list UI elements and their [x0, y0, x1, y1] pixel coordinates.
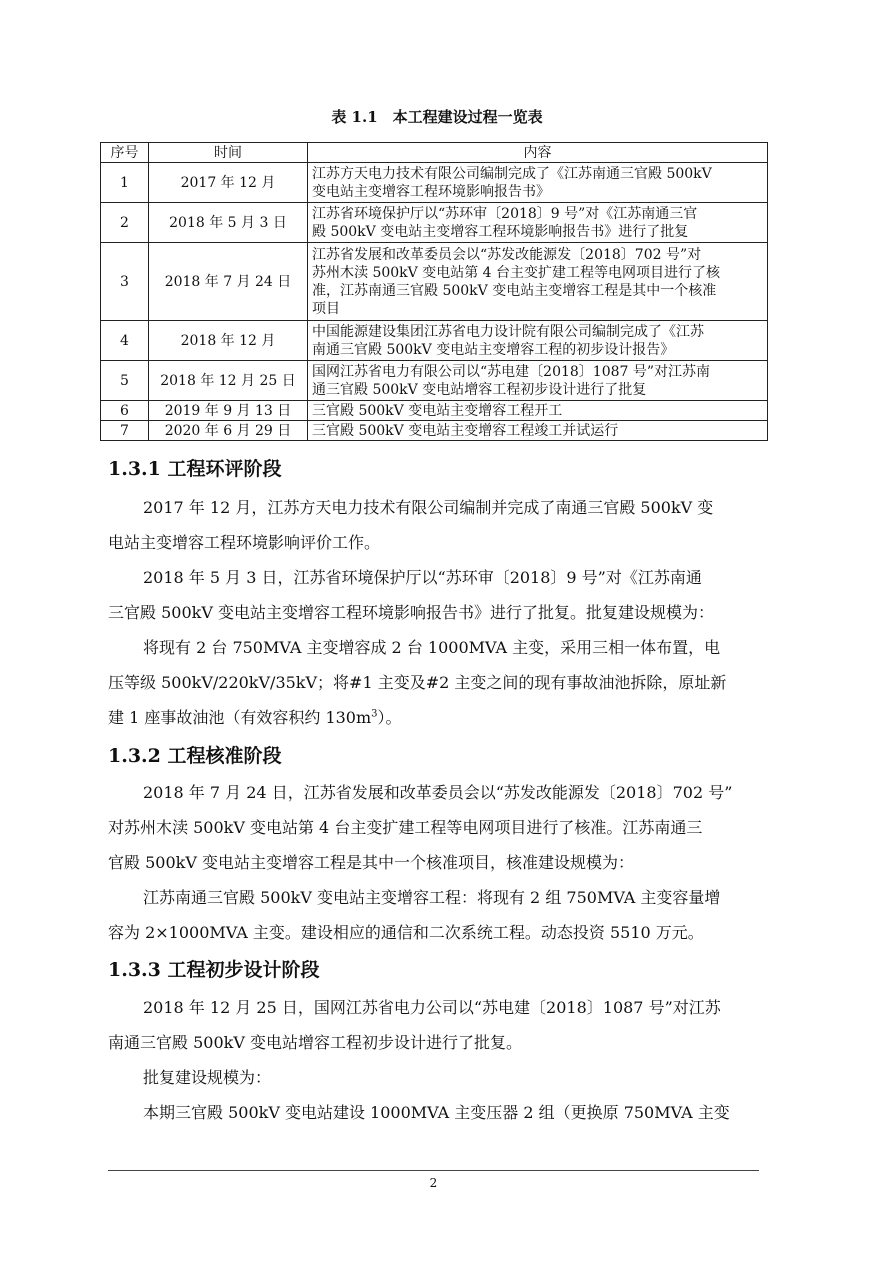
- row-no: 5: [101, 361, 149, 401]
- content-line: 江苏省环境保护厅以“苏环审〔2018〕9 号”对《江苏南通三官: [312, 205, 698, 222]
- row-content: [308, 243, 768, 321]
- page-number: 2: [429, 1176, 438, 1190]
- table-row: [101, 163, 768, 203]
- content-line: 通三官殿 500kV 变电站增容工程初步设计进行了批复: [312, 381, 647, 398]
- content-line: 江苏省发展和改革委员会以“苏发改能源发〔2018〕702 号”对: [312, 246, 702, 263]
- paragraph-line: 2018 年 5 月 3 日，江苏省环境保护厅以“苏环审〔2018〕9 号”对《江苏南通: [143, 568, 702, 587]
- paragraph-line: 官殿 500kV 变电站主变增容工程是其中一个核准项目，核准建设规模为：: [108, 853, 634, 872]
- row-no: 6: [101, 401, 149, 421]
- row-content: [308, 361, 768, 401]
- content-line: 江苏方天电力技术有限公司编制完成了《江苏南通三官殿 500kV: [312, 165, 712, 182]
- row-no: 3: [101, 243, 149, 321]
- row-content: [308, 421, 768, 441]
- paragraph-line: 压等级 500kV/220kV/35kV；将#1 主变及#2 主变之间的现有事故油池拆除，原址新: [108, 673, 727, 692]
- table-row: [101, 421, 768, 441]
- row-content: [308, 163, 768, 203]
- content-line: 殿 500kV 变电站主变增容工程环境影响报告书》进行了批复: [312, 223, 689, 240]
- content-line: 三官殿 500kV 变电站主变增容工程竣工并试运行: [312, 422, 619, 439]
- footer-rule: [108, 1170, 759, 1171]
- paragraph-line: 本期三官殿 500kV 变电站建设 1000MVA 主变压器 2 组（更换原 750MVA 主变: [143, 1103, 730, 1122]
- content-line: 国网江苏省电力有限公司以“苏电建〔2018〕1087 号”对江苏南: [312, 363, 711, 380]
- table-row: [101, 401, 768, 421]
- paragraph-line: 2018 年 7 月 24 日，江苏省发展和改革委员会以“苏发改能源发〔2018〕702 号”: [143, 783, 733, 802]
- row-no: 1: [101, 163, 149, 203]
- table-row: [101, 243, 768, 321]
- row-time: 2019 年 9 月 13 日: [149, 401, 308, 421]
- paragraph-line: 电站主变增容工程环境影响评价工作。: [108, 533, 381, 552]
- row-no: 4: [101, 321, 149, 361]
- table-row: [101, 361, 768, 401]
- header-no: 序号: [101, 143, 149, 163]
- row-content: [308, 203, 768, 243]
- section-heading-1-3-2: 1.3.2 工程核准阶段: [108, 745, 282, 767]
- header-content: 内容: [308, 143, 768, 163]
- superscript: 3: [371, 708, 378, 720]
- paragraph-line: 南通三官殿 500kV 变电站增容工程初步设计进行了批复。: [108, 1033, 522, 1052]
- paragraph-line: 容为 2×1000MVA 主变。建设相应的通信和二次系统工程。动态投资 5510 万元。: [108, 923, 704, 942]
- paragraph-line: 2018 年 12 月 25 日，国网江苏省电力公司以“苏电建〔2018〕1087 号”对江苏: [143, 998, 721, 1017]
- paragraph-line: [108, 707, 402, 729]
- content-line: 南通三官殿 500kV 变电站主变增容工程的初步设计报告》: [312, 341, 675, 358]
- paragraph-line: 三官殿 500kV 变电站主变增容工程环境影响报告书》进行了批复。批复建设规模为：: [108, 603, 714, 622]
- row-time: 2018 年 5 月 3 日: [149, 203, 308, 243]
- row-time: 2018 年 12 月: [149, 321, 308, 361]
- row-no: 7: [101, 421, 149, 441]
- content-line: 变电站主变增容工程环境影响报告书》: [312, 183, 550, 200]
- text-run: ）。: [377, 708, 402, 727]
- content-line: 准，江苏南通三官殿 500kV 变电站主变增容工程是其中一个核准: [312, 282, 717, 299]
- header-time: 时间: [149, 143, 308, 163]
- table-caption: 表 1.1 本工程建设过程一览表: [331, 108, 543, 126]
- row-time: 2020 年 6 月 29 日: [149, 421, 308, 441]
- paragraph-line: 对苏州木渎 500kV 变电站第 4 台主变扩建工程等电网项目进行了核准。江苏南通三: [108, 818, 703, 837]
- row-content: [308, 401, 768, 421]
- paragraph-line: 2017 年 12 月，江苏方天电力技术有限公司编制并完成了南通三官殿 500kV 变: [143, 498, 714, 517]
- paragraph-line: 江苏南通三官殿 500kV 变电站主变增容工程：将现有 2 组 750MVA 主变容量增: [143, 888, 721, 907]
- table-header-row: [101, 143, 768, 163]
- row-time: 2017 年 12 月: [149, 163, 308, 203]
- content-line: 三官殿 500kV 变电站主变增容工程开工: [312, 402, 563, 419]
- paragraph-line: 将现有 2 台 750MVA 主变增容成 2 台 1000MVA 主变，采用三相一体布置，电: [143, 638, 721, 657]
- table-row: [101, 321, 768, 361]
- row-content: [308, 321, 768, 361]
- content-line: 苏州木渎 500kV 变电站第 4 台主变扩建工程等电网项目进行了核: [312, 264, 721, 281]
- content-line: 中国能源建设集团江苏省电力设计院有限公司编制完成了《江苏: [312, 323, 704, 340]
- text-run: 建 1 座事故油池（有效容积约 130m: [108, 708, 372, 727]
- section-heading-1-3-1: 1.3.1 工程环评阶段: [108, 458, 282, 480]
- row-no: 2: [101, 203, 149, 243]
- content-line: 项目: [312, 300, 340, 317]
- paragraph-line: 批复建设规模为：: [143, 1068, 272, 1087]
- row-time: 2018 年 7 月 24 日: [149, 243, 308, 321]
- section-heading-1-3-3: 1.3.3 工程初步设计阶段: [108, 959, 320, 981]
- table-row: [101, 203, 768, 243]
- construction-process-table: [100, 142, 768, 441]
- row-time: 2018 年 12 月 25 日: [149, 361, 308, 401]
